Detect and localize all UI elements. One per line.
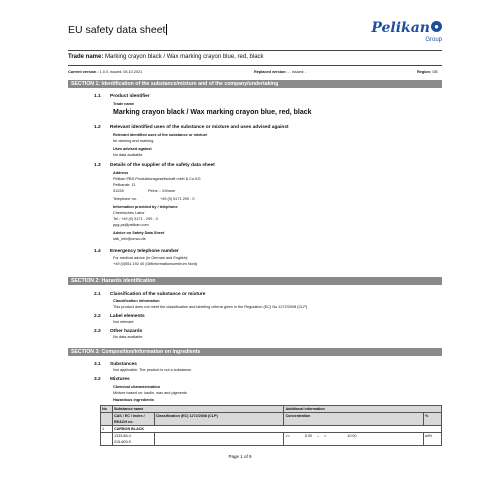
current-version: [68, 70, 142, 74]
phone-value: +49 (0) 5171 299 - 0: [160, 197, 195, 201]
field-label: Uses advised against: [113, 147, 152, 151]
section-1-header: SECTION 1: Identification of the substance/mixture and of the company/undertaking: [68, 80, 442, 88]
header-rule: [68, 50, 442, 51]
section-number: 3.1: [94, 362, 101, 367]
logo-group-text: Group: [425, 37, 442, 43]
substance-name: CARBON BLACK: [112, 426, 441, 433]
header-cell: [101, 413, 113, 426]
subsection-title: Relevant identified uses of the substance or mixture and uses advised against: [110, 125, 289, 130]
section-2-header: SECTION 2: Hazards identification: [68, 277, 442, 285]
region: [417, 70, 438, 74]
text-cursor: [166, 24, 167, 35]
page-number: Page 1 of 9: [228, 454, 252, 459]
field-value: No data available.: [113, 335, 144, 339]
section-3-header: SECTION 3: Composition/information on ingredients: [68, 348, 442, 356]
section-number: 1.2: [94, 125, 101, 130]
field-value: Not relevant: [113, 320, 134, 324]
field-label: Classification information: [113, 299, 160, 303]
table-cell: [154, 433, 284, 446]
unit-cell: wt%: [424, 433, 442, 446]
section-number: 1.4: [94, 249, 101, 254]
header-cell: Classification (EC) 1272/2008 (CLP): [154, 413, 284, 426]
section-number: 2.2: [94, 314, 101, 319]
table-cell: [112, 433, 154, 446]
product-name: Marking crayon black / Wax marking crayon blue, red, black: [113, 109, 312, 116]
trade-name-line: [68, 54, 264, 60]
document-title-text: EU safety data sheet: [68, 24, 166, 36]
trade-name-label: Trade name:: [68, 54, 104, 60]
header-cell: Substance name: [112, 406, 283, 413]
address-line: Pelikanstr. 11: [113, 183, 136, 187]
field-label: Address: [113, 171, 129, 175]
subsection-title: Mixtures: [110, 377, 130, 382]
phone-label: Telephone no.: [113, 197, 137, 201]
subsection-title: Label elements: [110, 314, 145, 319]
table-row: [101, 433, 442, 446]
field-label: Information provided by / telephone: [113, 205, 178, 209]
conc-min: 5.00: [304, 434, 312, 438]
header-cell: %: [424, 413, 442, 426]
logo-wordmark: Pelikan: [371, 20, 430, 36]
header-cell: Concentration: [284, 413, 424, 426]
trade-rule: [68, 65, 442, 66]
info-line: Tel.: +49 (0) 5171 - 299 - 0: [113, 217, 158, 221]
info-line: Chemisches Labor: [113, 211, 145, 215]
trade-name-value: Marking crayon black / Wax marking crayon blue, red, black: [105, 54, 264, 60]
ec-number: 215-609-9: [113, 440, 131, 444]
cas-number: 1333-86-4: [113, 434, 131, 438]
pelican-emblem-icon: ●: [431, 21, 442, 32]
advice-email: sdb_info@umco.de: [113, 237, 146, 241]
emergency-line: For medical advice (in German and English):: [113, 256, 189, 260]
pelikan-logo: [370, 20, 442, 50]
subsection-title: Classification of the substance or mixture: [110, 292, 206, 297]
section-number: 2.1: [94, 292, 101, 297]
row-number: 1: [101, 426, 113, 433]
version-value: 1.0.0, issued: 05.10.2021: [99, 70, 143, 74]
region-value: GB: [432, 70, 438, 74]
version-label: Current version :: [68, 70, 99, 74]
section-number: 2.3: [94, 329, 101, 334]
conc-operator: >=: [285, 434, 290, 438]
field-value: for winning and marking: [113, 139, 154, 143]
subsection-title: Details of the supplier of the safety data sheet: [110, 163, 215, 168]
field-label: Hazardous ingredients: [113, 398, 154, 402]
info-email: ppg-ps@pelikan.com: [113, 223, 149, 227]
address-postcode: 31228: [113, 189, 124, 193]
emergency-line: +49 (0)551 192 40 (Giftinformationszentrum Nord): [113, 262, 198, 266]
replaced-value: - , issued: -: [287, 70, 307, 74]
header-cell: Additional information: [284, 406, 442, 413]
subsection-title: Emergency telephone number: [110, 249, 179, 254]
table-header-row: [101, 413, 442, 426]
section-number: 1.3: [94, 163, 101, 168]
concentration-cell: [284, 433, 424, 446]
header-cell: CAS / EC / Index / REACH no: [112, 413, 154, 426]
field-value: No data available.: [113, 153, 144, 157]
field-label: Chemical characterization: [113, 385, 161, 389]
conc-lt: <: [324, 434, 327, 438]
subsection-title: Other hazards: [110, 329, 143, 334]
table-row: [101, 426, 442, 433]
table-cell: [101, 433, 113, 446]
replaced-version: [254, 70, 307, 74]
replaced-label: Replaced version:: [254, 70, 287, 74]
section-number: 1.1: [94, 94, 101, 99]
trade-name-heading: Trade name: [113, 102, 135, 106]
field-label: Advice on Safety Data Sheet: [113, 231, 165, 235]
hazardous-ingredients-table: [100, 405, 442, 446]
conc-max: 10.00: [347, 434, 357, 438]
header-cell: No: [101, 406, 113, 413]
field-label: Relevant identified uses of the substance or mixture: [113, 133, 208, 137]
field-value: Not applicable. The product is not a substance.: [113, 368, 193, 372]
document-title: [68, 24, 167, 36]
address-line: Pelikan PBS-Produktionsgesellschaft mbH & Co.KG: [113, 177, 201, 181]
field-value: Mixture based on: kaolin, wax and pigments: [113, 391, 187, 395]
subsection-title: Product identifier: [110, 94, 150, 99]
conc-dash: –: [317, 434, 320, 438]
address-city: Peine – Vöhrum: [148, 189, 176, 193]
subsection-title: Substances: [110, 362, 137, 367]
region-label: Region:: [417, 70, 432, 74]
section-number: 3.2: [94, 377, 101, 382]
table-header-row: [101, 406, 442, 413]
field-value: This product does not meet the classification and labelling criteria given in the Regulation (EC) No 1272/2008 (CLP).: [113, 305, 309, 309]
